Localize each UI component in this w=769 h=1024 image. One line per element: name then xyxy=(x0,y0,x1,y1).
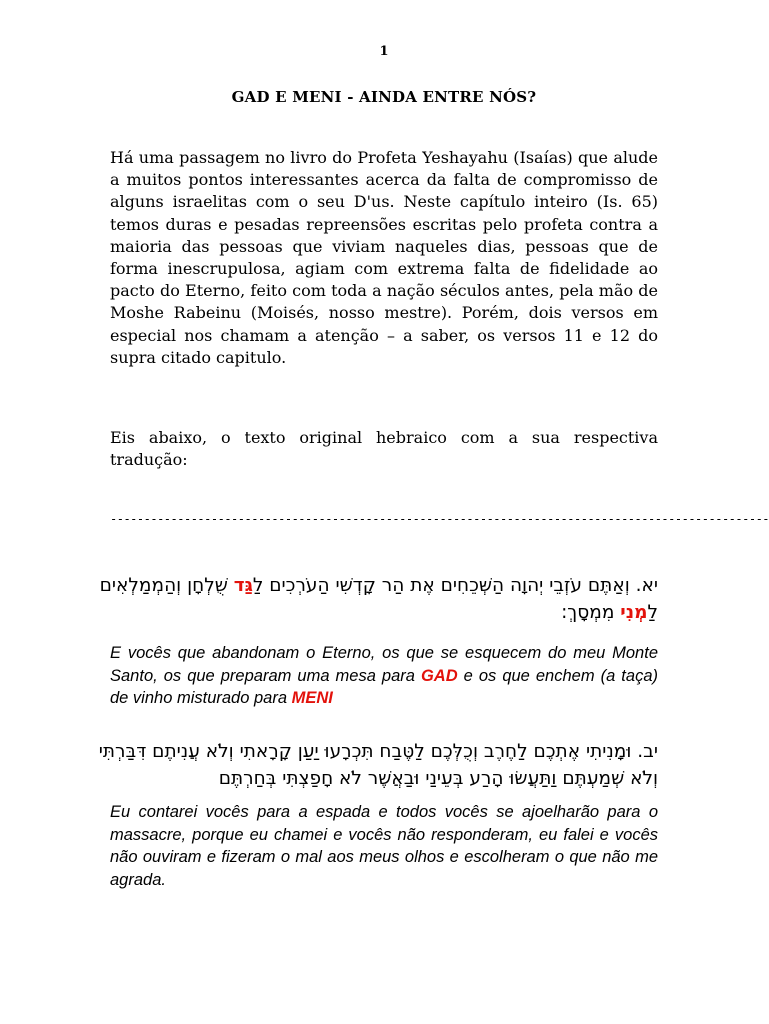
hebrew-meni-word: מְנִי xyxy=(620,602,648,623)
separator-line: -------------------------------------------------------------------------------------------------- xyxy=(110,512,769,526)
translation-gad-word: GAD xyxy=(420,666,458,685)
page-number: 1 xyxy=(379,44,389,59)
hebrew-verse-11-part2: שֻׁלְחָן וְהַמְמַלְאִים לַ xyxy=(99,575,658,623)
text-intro-paragraph: Eis abaixo, o texto original hebraico com a sua respectiva tradução: xyxy=(110,428,658,470)
intro-paragraph: Há uma passagem no livro do Profeta Yeshayahu (Isaías) que alude a muitos pontos interessantes acerca da falta de compromisso de alguns israelitas com o seu D'us. Neste capítulo inteiro (Is. 65) temos duras e pesadas repreensões escritas pelo profeta contra a maioria das pessoas que viviam naqueles dias, pessoas que de forma inescrupulosa, agiam com extrema falta de fidelidade ao pacto do Eterno, feito com toda a nação séculos antes, pela mão de Moshe Rabeinu (Moisés, nosso mestre). Porém, dois versos em especial nos chamam a atenção – a saber, os versos 11 e 12 do supra citado capitulo. xyxy=(110,148,658,367)
translation-verse-11-part2: e os que enchem (a taça) de vinho misturado para xyxy=(110,666,658,707)
translation-verse-12: Eu contarei vocês para a espada e todos vocês se ajoelharão para o massacre, porque eu chamei e vocês não responderam, eu falei e vocês não ouviram e fizeram o mal aos meus olhos e escolheram o que não me agrada. xyxy=(110,803,658,889)
document-title: GAD E MENI - AINDA ENTRE NÓS? xyxy=(231,88,537,106)
hebrew-verse-11 xyxy=(98,572,658,626)
translation-meni-word: MENI xyxy=(291,689,333,707)
hebrew-verse-11-part3: מִמְסָךְ: xyxy=(561,602,621,623)
hebrew-gad-word: גַּד xyxy=(233,575,253,596)
translation-verse-11 xyxy=(110,642,658,710)
hebrew-verse-11-part1: יא. וְאַתֶּם עֹזְבֵי יְהוָה הַשְּׁכֵחִים אֶת הַר קָדְשִׁי הַעֹרְכִים לַ xyxy=(252,575,658,596)
hebrew-verse-12: יב. וּמָנִיתִי אֶתְכֶם לַחֶרֶב וְכֻלְּכֶם לַטֶּבַח תִּכְרָעוּ יַעַן קָרָאתִי וְלֹא עֲנִיתֶם דִּבַּרְתִּי וְלֹא שְׁמַעְתֶּם וַתַּעֲשׂוּ הָרַע בְּעֵינַי וּבַאֲשֶׁר לֹא חָפַצְתִּי בְּחַרְתֶּם xyxy=(98,741,658,789)
translation-verse-11-part1: E vocês que abandonam o Eterno, os que se esquecem do meu Monte Santo, os que preparam uma mesa para xyxy=(110,644,658,685)
